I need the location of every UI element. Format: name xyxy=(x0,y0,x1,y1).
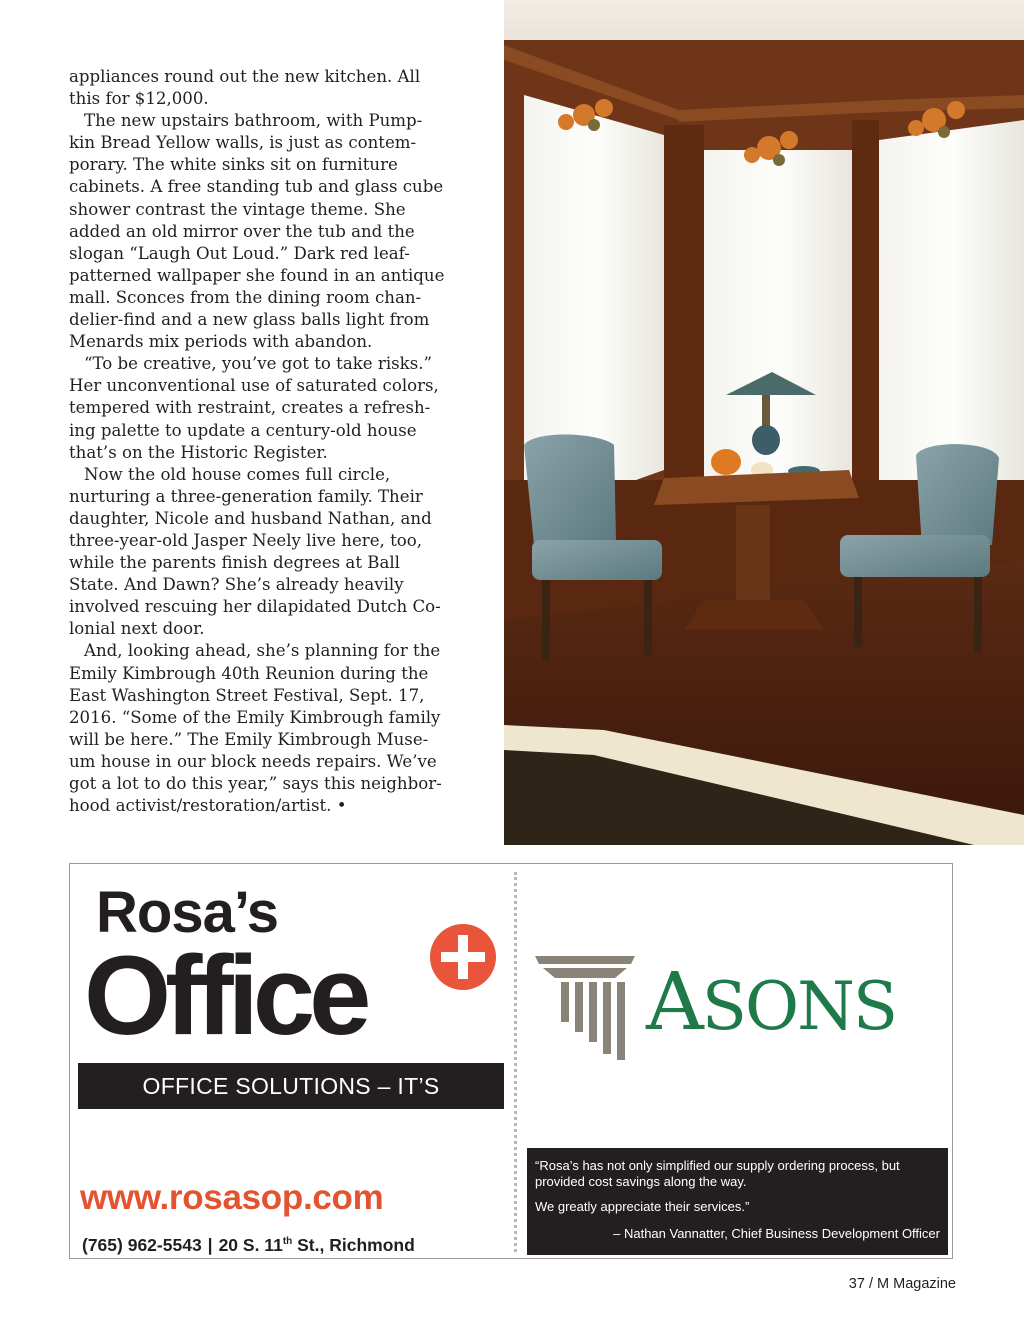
testimonial-attribution: – Nathan Vannatter, Chief Business Development Officer xyxy=(613,1226,940,1241)
article-paragraph: appliances round out the new kitchen. All this for $12,000. xyxy=(69,67,421,109)
office-wordmark: Office xyxy=(84,933,366,1058)
article-paragraph: The new upstairs bathroom, with Pump- kin Bread Yellow walls, is just as contem- porary. The white sinks sit on furniture cabinets. A free standing tub and glass cube shower contrast the vintage theme. She added an old mirror over the tub and the slogan “Laugh Out Loud.” Dark red leaf- patterned wallpaper she found in an antique mall. Sconces from the dining room chan- delier-find and a new glass balls light from Menards mix periods with abandon. xyxy=(69,111,445,352)
testimonial-quote-continued: We greatly appreciate their services.” xyxy=(535,1199,750,1214)
asons-column-logo-icon xyxy=(535,950,645,1060)
testimonial-box xyxy=(527,1148,948,1255)
interior-photo xyxy=(504,0,1024,845)
asons-rest: SONS xyxy=(701,968,897,1045)
article-paragraph: Now the old house comes full circle, nurturing a three-generation family. Their daughter, Nicole and husband Nathan, and three-year-old Jasper Neely live here, too, while the parents finish degrees at Ball State. And Dawn? She’s already heavily involved rescuing her dilapidated Dutch Co- lonial next door. xyxy=(69,464,441,639)
website-link[interactable]: www.rosasop.com xyxy=(80,1178,384,1217)
asons-initial: A xyxy=(646,955,702,1048)
article-column xyxy=(69,66,493,817)
page-footer: 37 / M Magazine xyxy=(848,1276,956,1292)
asons-wordmark xyxy=(646,957,896,1052)
tagline-banner: OFFICE SOLUTIONS – IT’S PERSONAL xyxy=(78,1063,504,1109)
bay-window-room-illustration xyxy=(504,0,1024,845)
article-paragraph: “To be creative, you’ve got to take risks.” Her unconventional use of saturated colors, tempered with restraint, creates a refresh- ing palette to update a century-old house that’s on the Historic Register. xyxy=(69,354,439,462)
article-paragraph: And, looking ahead, she’s planning for the Emily Kimbrough 40th Reunion during the East Washington Street Festival, Sept. 17, 2016. “Some of the Emily Kimbrough family will be here.” The Emily Kimbrough Muse- um house in our block needs repairs. We’ve got a lot to do this year,” says this neighbor- hood activist/restoration/artist. • xyxy=(69,641,442,816)
contact-separator: | xyxy=(207,1235,213,1255)
rosas-office-advertisement xyxy=(69,863,953,1259)
ad-divider xyxy=(514,872,517,1252)
address-suffix: St., Richmond xyxy=(292,1235,415,1255)
rosas-wordmark: Rosa’s xyxy=(96,880,279,945)
contact-line xyxy=(82,1235,415,1256)
address-ordinal: th xyxy=(282,1236,293,1248)
testimonial-quote: “Rosa’s has not only simplified our supply ordering process, but provided cost savings along the way. xyxy=(535,1158,900,1189)
plus-icon xyxy=(430,924,496,990)
address-prefix: 20 S. 11 xyxy=(218,1235,283,1255)
phone-number: (765) 962-5543 xyxy=(82,1235,202,1255)
